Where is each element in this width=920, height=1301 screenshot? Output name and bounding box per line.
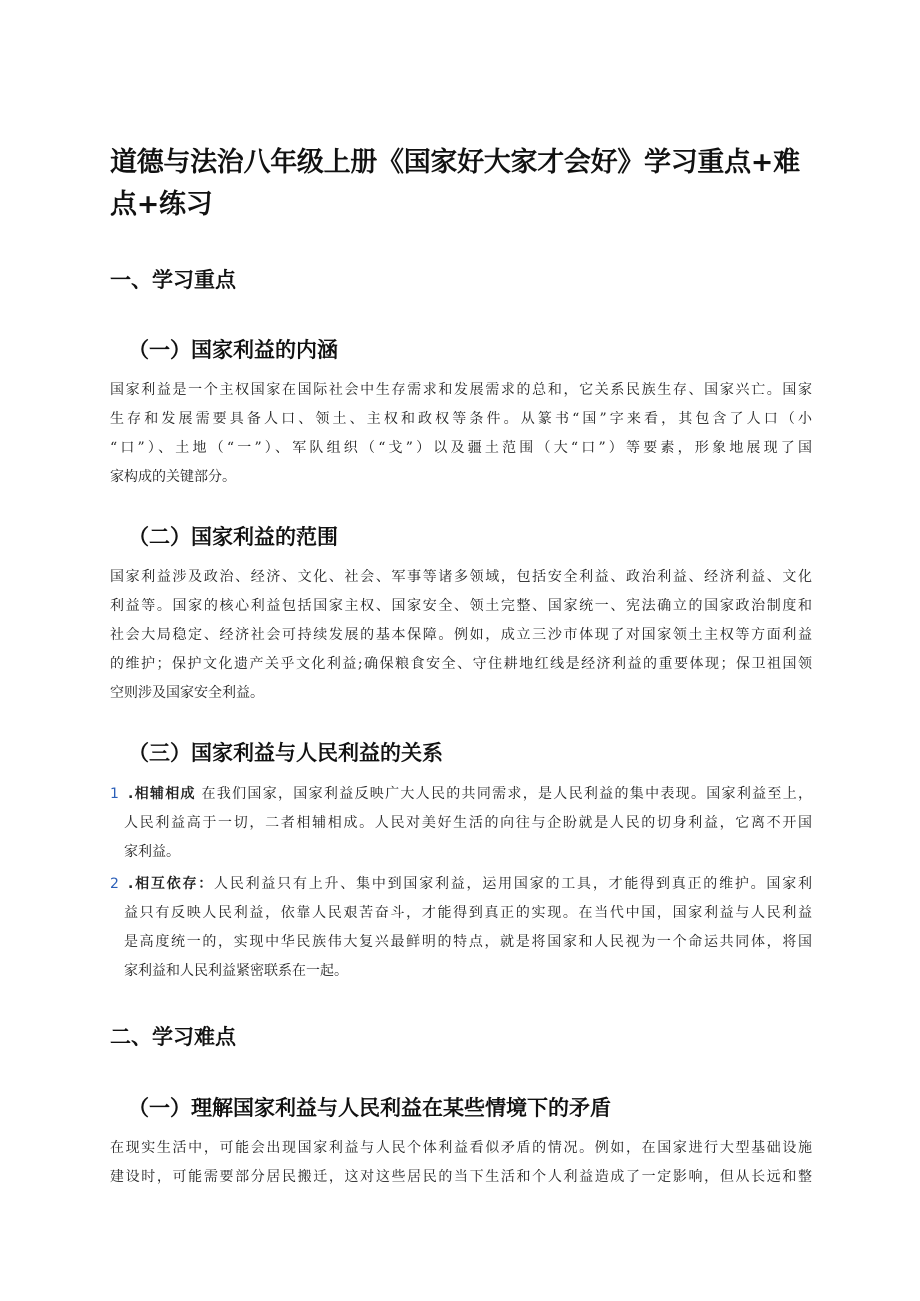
paragraph-line: 的维护；保护文化遗产关乎文化利益;确保粮食安全、守住耕地红线是经济利益的重要体现；保卫祖国领 [110,656,812,672]
section-heading-key-points: 一、学习重点 [110,268,236,292]
section-heading-difficulties: 二、学习难点 [110,1025,236,1049]
list-item-line: 家利益。 [124,844,180,860]
paragraph-line: 家构成的关键部分。 [110,469,236,485]
list-item-label: .相互依存： [128,876,215,892]
subheading-interest-relationship: （三）国家利益与人民利益的关系 [128,741,443,765]
list-item-label: .相辅相成 [128,786,196,802]
list-item-line: 益只有反映人民利益，依靠人民艰苦奋斗，才能得到真正的实现。在当代中国，国家利益与人民利益 [124,905,812,921]
list-item-line: 是高度统一的，实现中华民族伟大复兴最鲜明的特点，就是将国家和人民视为一个命运共同体，将国 [124,934,812,950]
paragraph-line: 生存和发展需要具备人口、领土、主权和政权等条件。从篆书“国”字来看，其包含了人口（小 [110,411,812,427]
list-item-text: 在我们国家，国家利益反映广大人民的共同需求，是人民利益的集中表现。国家利益至上， [201,786,813,802]
paragraph-line: 利益等。国家的核心利益包括国家主权、国家安全、领土完整、国家统一、宪法确立的国家政治制度和 [110,598,812,614]
list-item-number: 2 [110,876,119,892]
title-line: 点+练习 [110,189,213,220]
paragraph-line: 国家利益涉及政治、经济、文化、社会、军事等诸多领域，包括安全利益、政治利益、经济利益、文化 [110,569,812,585]
paragraph-line: “口”）、土地（“一”）、军队组织（“戈”）以及疆土范围（大“口”）等要素，形象地展现了国 [110,440,812,456]
list-item-number: 1 [110,786,119,802]
list-item-body [124,870,812,986]
list-item-text: 人民利益只有上升、集中到国家利益，运用国家的工具，才能得到真正的维护。国家利 [214,876,813,892]
list-item [110,870,812,990]
list-item-line: 家利益和人民利益紧密联系在一起。 [124,963,348,979]
list-item [110,780,812,870]
paragraph-line: 空则涉及国家安全利益。 [110,685,264,701]
paragraph-national-interest-meaning [110,376,812,492]
paragraph-line: 社会大局稳定、经济社会可持续发展的基本保障。例如，成立三沙市体现了对国家领土主权等方面利益 [110,627,812,643]
list-item-first-line [124,870,812,899]
paragraph-line: 建设时，可能需要部分居民搬迁，这对这些居民的当下生活和个人利益造成了一定影响，但从长远和整 [110,1169,812,1185]
subheading-national-interest-scope: （二）国家利益的范围 [128,525,338,549]
list-item-body [124,780,812,867]
paragraph-interest-conflict [110,1134,812,1192]
title-line: 道德与法治八年级上册《国家好大家才会好》学习重点+难 [110,147,800,178]
document-title [110,142,810,226]
subheading-interest-conflict: （一）理解国家利益与人民利益在某些情境下的矛盾 [128,1096,611,1120]
paragraph-line: 在现实生活中，可能会出现国家利益与人民个体利益看似矛盾的情况。例如，在国家进行大型基础设施 [110,1140,812,1156]
list-item-first-line [124,780,812,809]
paragraph-national-interest-scope [110,563,812,708]
list-item-line: 人民利益高于一切，二者相辅相成。人民对美好生活的向往与企盼就是人民的切身利益，它离不开国 [124,815,812,831]
paragraph-line: 国家利益是一个主权国家在国际社会中生存需求和发展需求的总和，它关系民族生存、国家兴亡。国家 [110,382,812,398]
subheading-national-interest-meaning: （一）国家利益的内涵 [128,338,338,362]
